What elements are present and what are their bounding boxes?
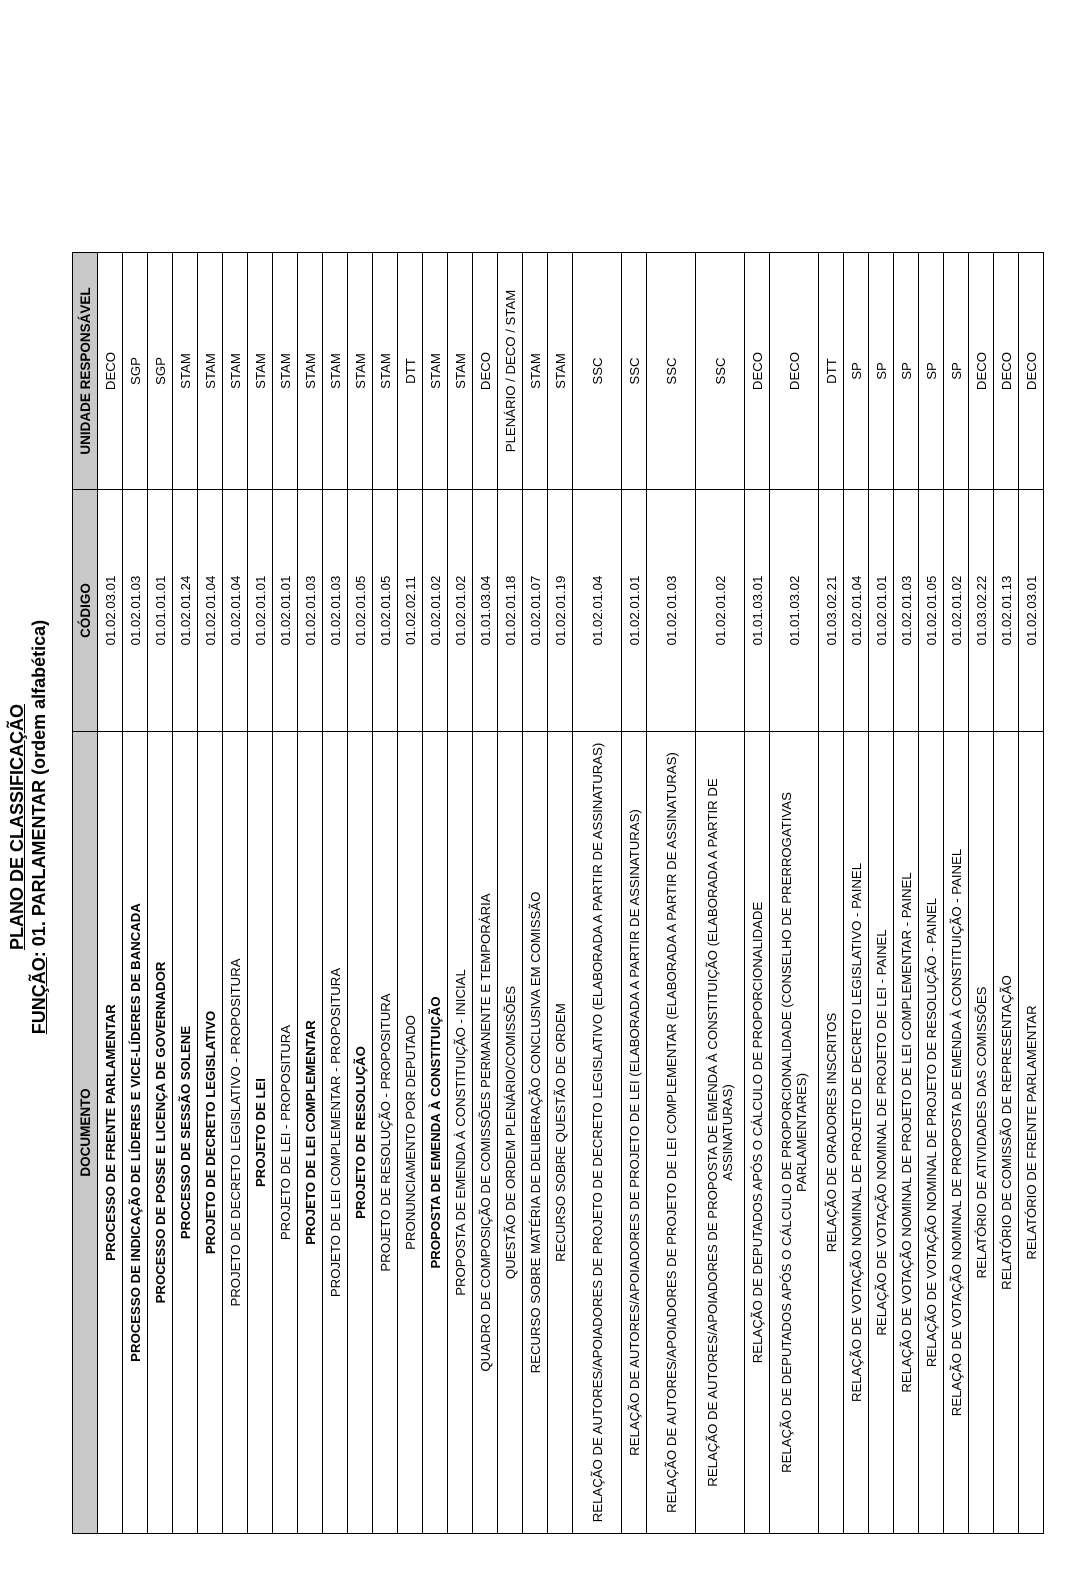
- cell-unit: STAM: [198, 253, 223, 490]
- subtitle-label: FUNÇÃO: [29, 957, 49, 1035]
- cell-document: RELAÇÃO DE VOTAÇÃO NOMINAL DE PROJETO DE DECRETO LEGISLATIVO - PAINEL: [844, 732, 869, 1534]
- title-block: [0, 62, 72, 1592]
- classification-table-wrap: [72, 252, 1044, 1534]
- cell-code: 01.02.01.05: [348, 490, 373, 732]
- table-row: [819, 253, 844, 1534]
- table-row: [373, 253, 398, 1534]
- cell-unit: DTT: [819, 253, 844, 490]
- cell-unit: DECO: [1019, 253, 1044, 490]
- cell-unit: SSC: [622, 253, 647, 490]
- cell-unit: STAM: [248, 253, 273, 490]
- cell-code: 01.02.01.24: [173, 490, 198, 732]
- cell-document: RELAÇÃO DE DEPUTADOS APÓS O CÁLCULO DE PROPORCIONALIDADE: [745, 732, 770, 1534]
- table-row: [919, 253, 944, 1534]
- table-row: [448, 253, 473, 1534]
- cell-unit: DECO: [745, 253, 770, 490]
- table-row: [148, 253, 173, 1534]
- table-row: [869, 253, 894, 1534]
- classification-table: [72, 252, 1044, 1534]
- table-row: [622, 253, 647, 1534]
- cell-unit: SSC: [647, 253, 696, 490]
- cell-document: RELAÇÃO DE VOTAÇÃO NOMINAL DE PROPOSTA DE EMENDA À CONSTITUIÇÃO - PAINEL: [944, 732, 969, 1534]
- cell-code: 01.01.03.01: [745, 490, 770, 732]
- table-row: [944, 253, 969, 1534]
- table-row: [223, 253, 248, 1534]
- cell-document: PROJETO DE DECRETO LEGISLATIVO: [198, 732, 223, 1534]
- cell-code: 01.02.01.04: [573, 490, 622, 732]
- cell-code: 01.02.01.07: [523, 490, 548, 732]
- cell-unit: STAM: [523, 253, 548, 490]
- cell-code: 01.02.02.11: [398, 490, 423, 732]
- cell-document: QUADRO DE COMPOSIÇÃO DE COMISSÕES PERMANENTE E TEMPORÁRIA: [473, 732, 498, 1534]
- cell-document: RECURSO SOBRE MATÉRIA DE DELIBERAÇÃO CONCLUSIVA EM COMISSÃO: [523, 732, 548, 1534]
- cell-document: PRONUNCIAMENTO POR DEPUTADO: [398, 732, 423, 1534]
- table-row: [473, 253, 498, 1534]
- cell-document: RELAÇÃO DE VOTAÇÃO NOMINAL DE PROJETO DE LEI COMPLEMENTAR - PAINEL: [894, 732, 919, 1534]
- table-row: [173, 253, 198, 1534]
- table-row: [573, 253, 622, 1534]
- cell-code: 01.02.01.04: [223, 490, 248, 732]
- table-row: [198, 253, 223, 1534]
- cell-document: PROJETO DE RESOLUÇÃO: [348, 732, 373, 1534]
- cell-document: PROJETO DE DECRETO LEGISLATIVO - PROPOSITURA: [223, 732, 248, 1534]
- cell-document: PROPOSTA DE EMENDA À CONSTITUIÇÃO: [423, 732, 448, 1534]
- cell-unit: STAM: [298, 253, 323, 490]
- cell-unit: STAM: [448, 253, 473, 490]
- cell-code: 01.02.01.01: [869, 490, 894, 732]
- cell-unit: SP: [944, 253, 969, 490]
- column-header-unit: UNIDADE RESPONSÁVEL: [73, 253, 98, 490]
- cell-code: 01.02.01.03: [298, 490, 323, 732]
- table-body: [98, 253, 1044, 1534]
- cell-code: 01.01.01.01: [148, 490, 173, 732]
- cell-unit: STAM: [273, 253, 298, 490]
- table-row: [123, 253, 148, 1534]
- table-row: [523, 253, 548, 1534]
- cell-code: 01.02.01.03: [647, 490, 696, 732]
- cell-document: RELAÇÃO DE AUTORES/APOIADORES DE PROJETO DE LEI (ELABORADA A PARTIR DE ASSINATURAS): [622, 732, 647, 1534]
- cell-unit: SGP: [123, 253, 148, 490]
- cell-unit: PLENÁRIO / DECO / STAM: [498, 253, 523, 490]
- cell-code: 01.02.01.19: [548, 490, 573, 732]
- cell-unit: SSC: [573, 253, 622, 490]
- cell-unit: SP: [919, 253, 944, 490]
- table-row: [423, 253, 448, 1534]
- cell-unit: STAM: [323, 253, 348, 490]
- table-row: [894, 253, 919, 1534]
- column-header-code: CÓDIGO: [73, 490, 98, 732]
- cell-code: 01.02.01.05: [919, 490, 944, 732]
- cell-unit: STAM: [223, 253, 248, 490]
- cell-code: 01.02.01.01: [622, 490, 647, 732]
- cell-code: 01.02.01.03: [123, 490, 148, 732]
- table-row: [248, 253, 273, 1534]
- cell-unit: STAM: [548, 253, 573, 490]
- cell-document: RELAÇÃO DE VOTAÇÃO NOMINAL DE PROJETO DE RESOLUÇÃO - PAINEL: [919, 732, 944, 1534]
- cell-code: 01.03.02.21: [819, 490, 844, 732]
- table-row: [498, 253, 523, 1534]
- cell-code: 01.03.02.22: [969, 490, 994, 732]
- cell-document: RECURSO SOBRE QUESTÃO DE ORDEM: [548, 732, 573, 1534]
- cell-unit: SP: [869, 253, 894, 490]
- table-row: [348, 253, 373, 1534]
- cell-unit: SP: [894, 253, 919, 490]
- table-row: [994, 253, 1019, 1534]
- cell-document: PROJETO DE LEI COMPLEMENTAR: [298, 732, 323, 1534]
- cell-document: PROCESSO DE POSSE E LICENÇA DE GOVERNADOR: [148, 732, 173, 1534]
- cell-document: QUESTÃO DE ORDEM PLENÁRIO/COMISSÕES: [498, 732, 523, 1534]
- cell-code: 01.02.01.05: [373, 490, 398, 732]
- cell-unit: STAM: [373, 253, 398, 490]
- table-row: [298, 253, 323, 1534]
- table-row: [98, 253, 123, 1534]
- cell-unit: DECO: [770, 253, 819, 490]
- cell-document: PROJETO DE LEI COMPLEMENTAR - PROPOSITURA: [323, 732, 348, 1534]
- cell-document: PROCESSO DE SESSÃO SOLENE: [173, 732, 198, 1534]
- cell-code: 01.02.01.02: [423, 490, 448, 732]
- table-row: [745, 253, 770, 1534]
- cell-document: PROCESSO DE FRENTE PARLAMENTAR: [98, 732, 123, 1534]
- cell-document: RELAÇÃO DE AUTORES/APOIADORES DE PROPOSTA DE EMENDA À CONSTITUIÇÃO (ELABORADA A PARTIR DE ASSINATURAS): [696, 732, 745, 1534]
- table-row: [323, 253, 348, 1534]
- page-subtitle: [28, 62, 50, 1592]
- cell-document: RELAÇÃO DE AUTORES/APOIADORES DE PROJETO DE LEI COMPLEMENTAR (ELABORADA A PARTIR DE ASSINATURAS): [647, 732, 696, 1534]
- table-row: [770, 253, 819, 1534]
- subtitle-value: 01. PARLAMENTAR: [29, 779, 49, 947]
- cell-document: RELAÇÃO DE DEPUTADOS APÓS O CÁLCULO DE PROPORCIONALIDADE (CONSELHO DE PRERROGATIVAS PARLAMENTARES): [770, 732, 819, 1534]
- cell-document: RELAÇÃO DE AUTORES/APOIADORES DE PROJETO DE DECRETO LEGISLATIVO (ELABORADA A PARTIR DE ASSINATURAS): [573, 732, 622, 1534]
- cell-code: 01.02.01.04: [198, 490, 223, 732]
- cell-document: PROPOSTA DE EMENDA À CONSTITUIÇÃO - INICIAL: [448, 732, 473, 1534]
- cell-code: 01.02.01.02: [448, 490, 473, 732]
- cell-document: PROCESSO DE INDICAÇÃO DE LÍDERES E VICE-LÍDERES DE BANCADA: [123, 732, 148, 1534]
- cell-document: PROJETO DE RESOLUÇÃO - PROPOSITURA: [373, 732, 398, 1534]
- cell-unit: STAM: [423, 253, 448, 490]
- cell-unit: SP: [844, 253, 869, 490]
- page-title: PLANO DE CLASSIFICAÇÃO: [7, 704, 27, 951]
- cell-code: 01.02.01.02: [944, 490, 969, 732]
- table-row: [1019, 253, 1044, 1534]
- cell-code: 01.02.01.13: [994, 490, 1019, 732]
- cell-unit: STAM: [348, 253, 373, 490]
- cell-unit: DECO: [98, 253, 123, 490]
- cell-code: 01.02.03.01: [1019, 490, 1044, 732]
- cell-code: 01.02.01.18: [498, 490, 523, 732]
- cell-code: 01.02.01.04: [844, 490, 869, 732]
- cell-unit: SGP: [148, 253, 173, 490]
- table-row: [548, 253, 573, 1534]
- cell-code: 01.02.03.01: [98, 490, 123, 732]
- cell-document: RELATÓRIO DE ATIVIDADES DAS COMISSÕES: [969, 732, 994, 1534]
- cell-code: 01.02.01.01: [273, 490, 298, 732]
- table-row: [969, 253, 994, 1534]
- table-header-row: [73, 253, 98, 1534]
- cell-code: 01.02.01.01: [248, 490, 273, 732]
- cell-unit: DTT: [398, 253, 423, 490]
- cell-code: 01.02.01.03: [323, 490, 348, 732]
- cell-unit: DECO: [969, 253, 994, 490]
- cell-document: RELAÇÃO DE ORADORES INSCRITOS: [819, 732, 844, 1534]
- cell-document: RELATÓRIO DE FRENTE PARLAMENTAR: [1019, 732, 1044, 1534]
- cell-code: 01.02.01.03: [894, 490, 919, 732]
- subtitle-note: (ordem alfabética): [29, 619, 49, 780]
- cell-document: RELATÓRIO DE COMISSÃO DE REPRESENTAÇÃO: [994, 732, 1019, 1534]
- cell-code: 01.01.03.02: [770, 490, 819, 732]
- cell-unit: STAM: [173, 253, 198, 490]
- cell-document: PROJETO DE LEI - PROPOSITURA: [273, 732, 298, 1534]
- table-row: [844, 253, 869, 1534]
- cell-code: 01.01.03.04: [473, 490, 498, 732]
- subtitle-colon: :: [29, 946, 49, 958]
- table-row: [398, 253, 423, 1534]
- cell-unit: SSC: [696, 253, 745, 490]
- cell-document: PROJETO DE LEI: [248, 732, 273, 1534]
- table-row: [696, 253, 745, 1534]
- cell-code: 01.02.01.02: [696, 490, 745, 732]
- cell-unit: DECO: [994, 253, 1019, 490]
- cell-document: RELAÇÃO DE VOTAÇÃO NOMINAL DE PROJETO DE LEI - PAINEL: [869, 732, 894, 1534]
- cell-unit: DECO: [473, 253, 498, 490]
- table-row: [647, 253, 696, 1534]
- table-row: [273, 253, 298, 1534]
- column-header-document: DOCUMENTO: [73, 732, 98, 1534]
